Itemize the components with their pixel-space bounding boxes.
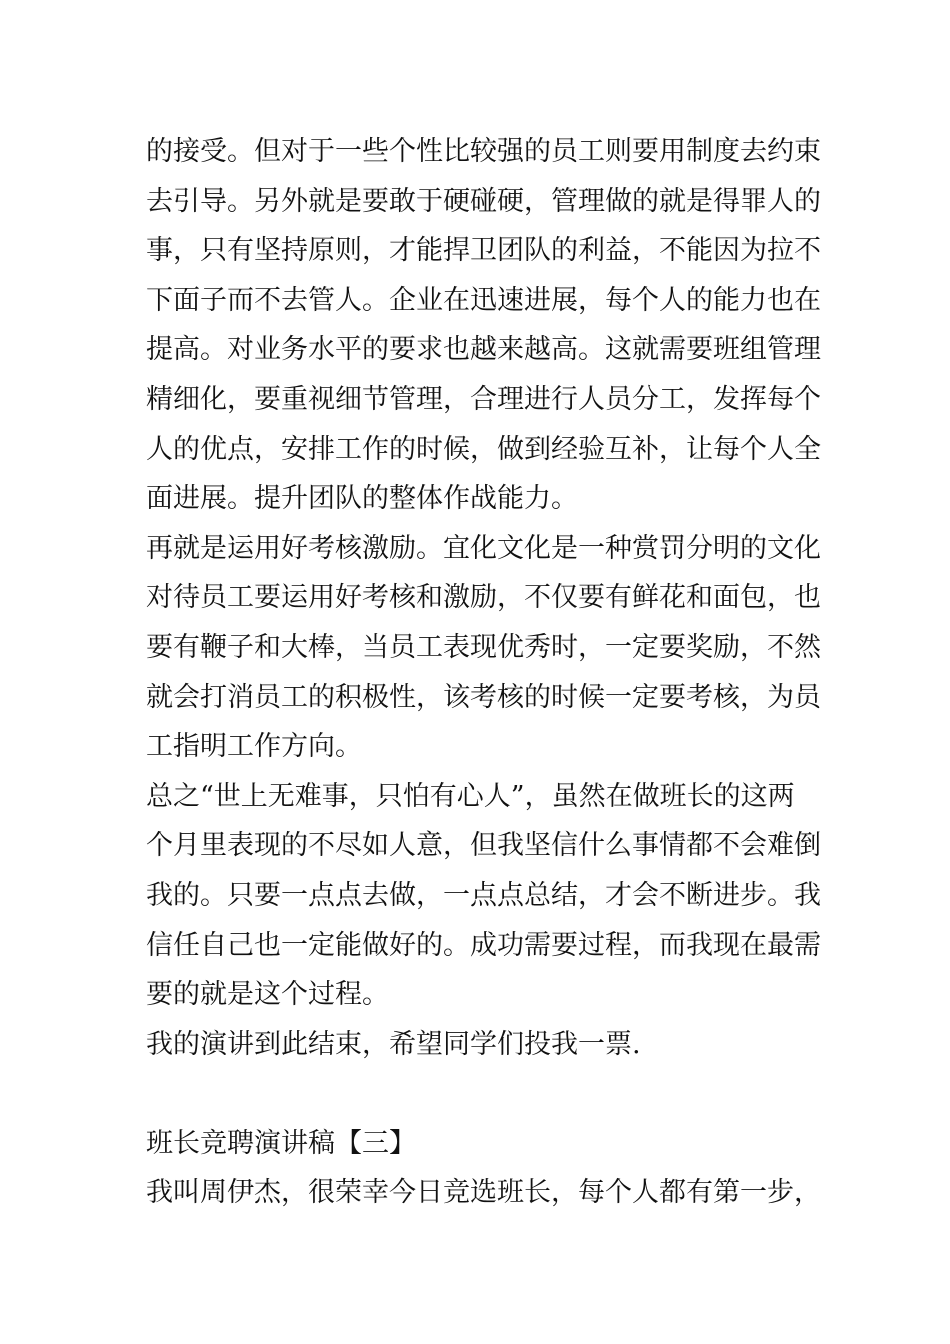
document-body (146, 127, 821, 1218)
text-line: 就会打消员工的积极性，该考核的时候一定要考核，为员 (146, 681, 821, 713)
text-line: 我的。只要一点点去做，一点点总结，才会不断进步。我 (146, 879, 821, 911)
text-line: 人的优点，安排工作的时候，做到经验互补，让每个人全 (146, 433, 821, 465)
section-heading (146, 1119, 811, 1169)
text-line: 再就是运用好考核激励。宜化文化是一种赏罚分明的文化 (146, 532, 821, 564)
text-line: 去引导。另外就是要敢于硬碰硬，管理做的就是得罪人的 (146, 185, 821, 217)
text-line: 的接受。但对于一些个性比较强的员工则要用制度去约束 (146, 136, 821, 167)
section-heading-text: 班长竞聘演讲稿【三】 (146, 1127, 416, 1159)
text-line: 要的就是这个过程。 (146, 979, 389, 1011)
text-line: 下面子而不去管人。企业在迅速进展，每个人的能力也在 (146, 284, 821, 316)
paragraph-management (146, 127, 821, 524)
text-line: 信任自己也一定能做好的。成功需要过程，而我现在最需 (146, 929, 821, 961)
text-line: 总之“世上无难事，只怕有心人”，虽然在做班长的这两 (146, 780, 795, 812)
paragraph-intro (146, 1168, 821, 1218)
text-line: 要有鞭子和大棒，当员工表现优秀时，一定要奖励，不然 (146, 631, 821, 663)
text-line: 我的演讲到此结束，希望同学们投我一票. (146, 1028, 641, 1060)
text-line: 事，只有坚持原则，才能捍卫团队的利益，不能因为拉不 (146, 235, 821, 267)
paragraph-closing (146, 1020, 811, 1070)
paragraph-incentives (146, 524, 821, 772)
text-line: 精细化，要重视细节管理，合理进行人员分工，发挥每个 (146, 383, 821, 415)
blank-line (146, 1069, 811, 1119)
text-line: 我叫周伊杰，很荣幸今日竞选班长，每个人都有第一步， (146, 1177, 821, 1209)
text-line: 个月里表现的不尽如人意，但我坚信什么事情都不会难倒 (146, 830, 821, 862)
text-line: 对待员工要运用好考核和激励，不仅要有鲜花和面包，也 (146, 582, 821, 614)
text-line: 提高。对业务水平的要求也越来越高。这就需要班组管理 (146, 334, 821, 366)
text-line: 面进展。提升团队的整体作战能力。 (146, 483, 578, 515)
text-line: 工指明工作方向。 (146, 731, 362, 763)
paragraph-conclusion (146, 772, 821, 1020)
